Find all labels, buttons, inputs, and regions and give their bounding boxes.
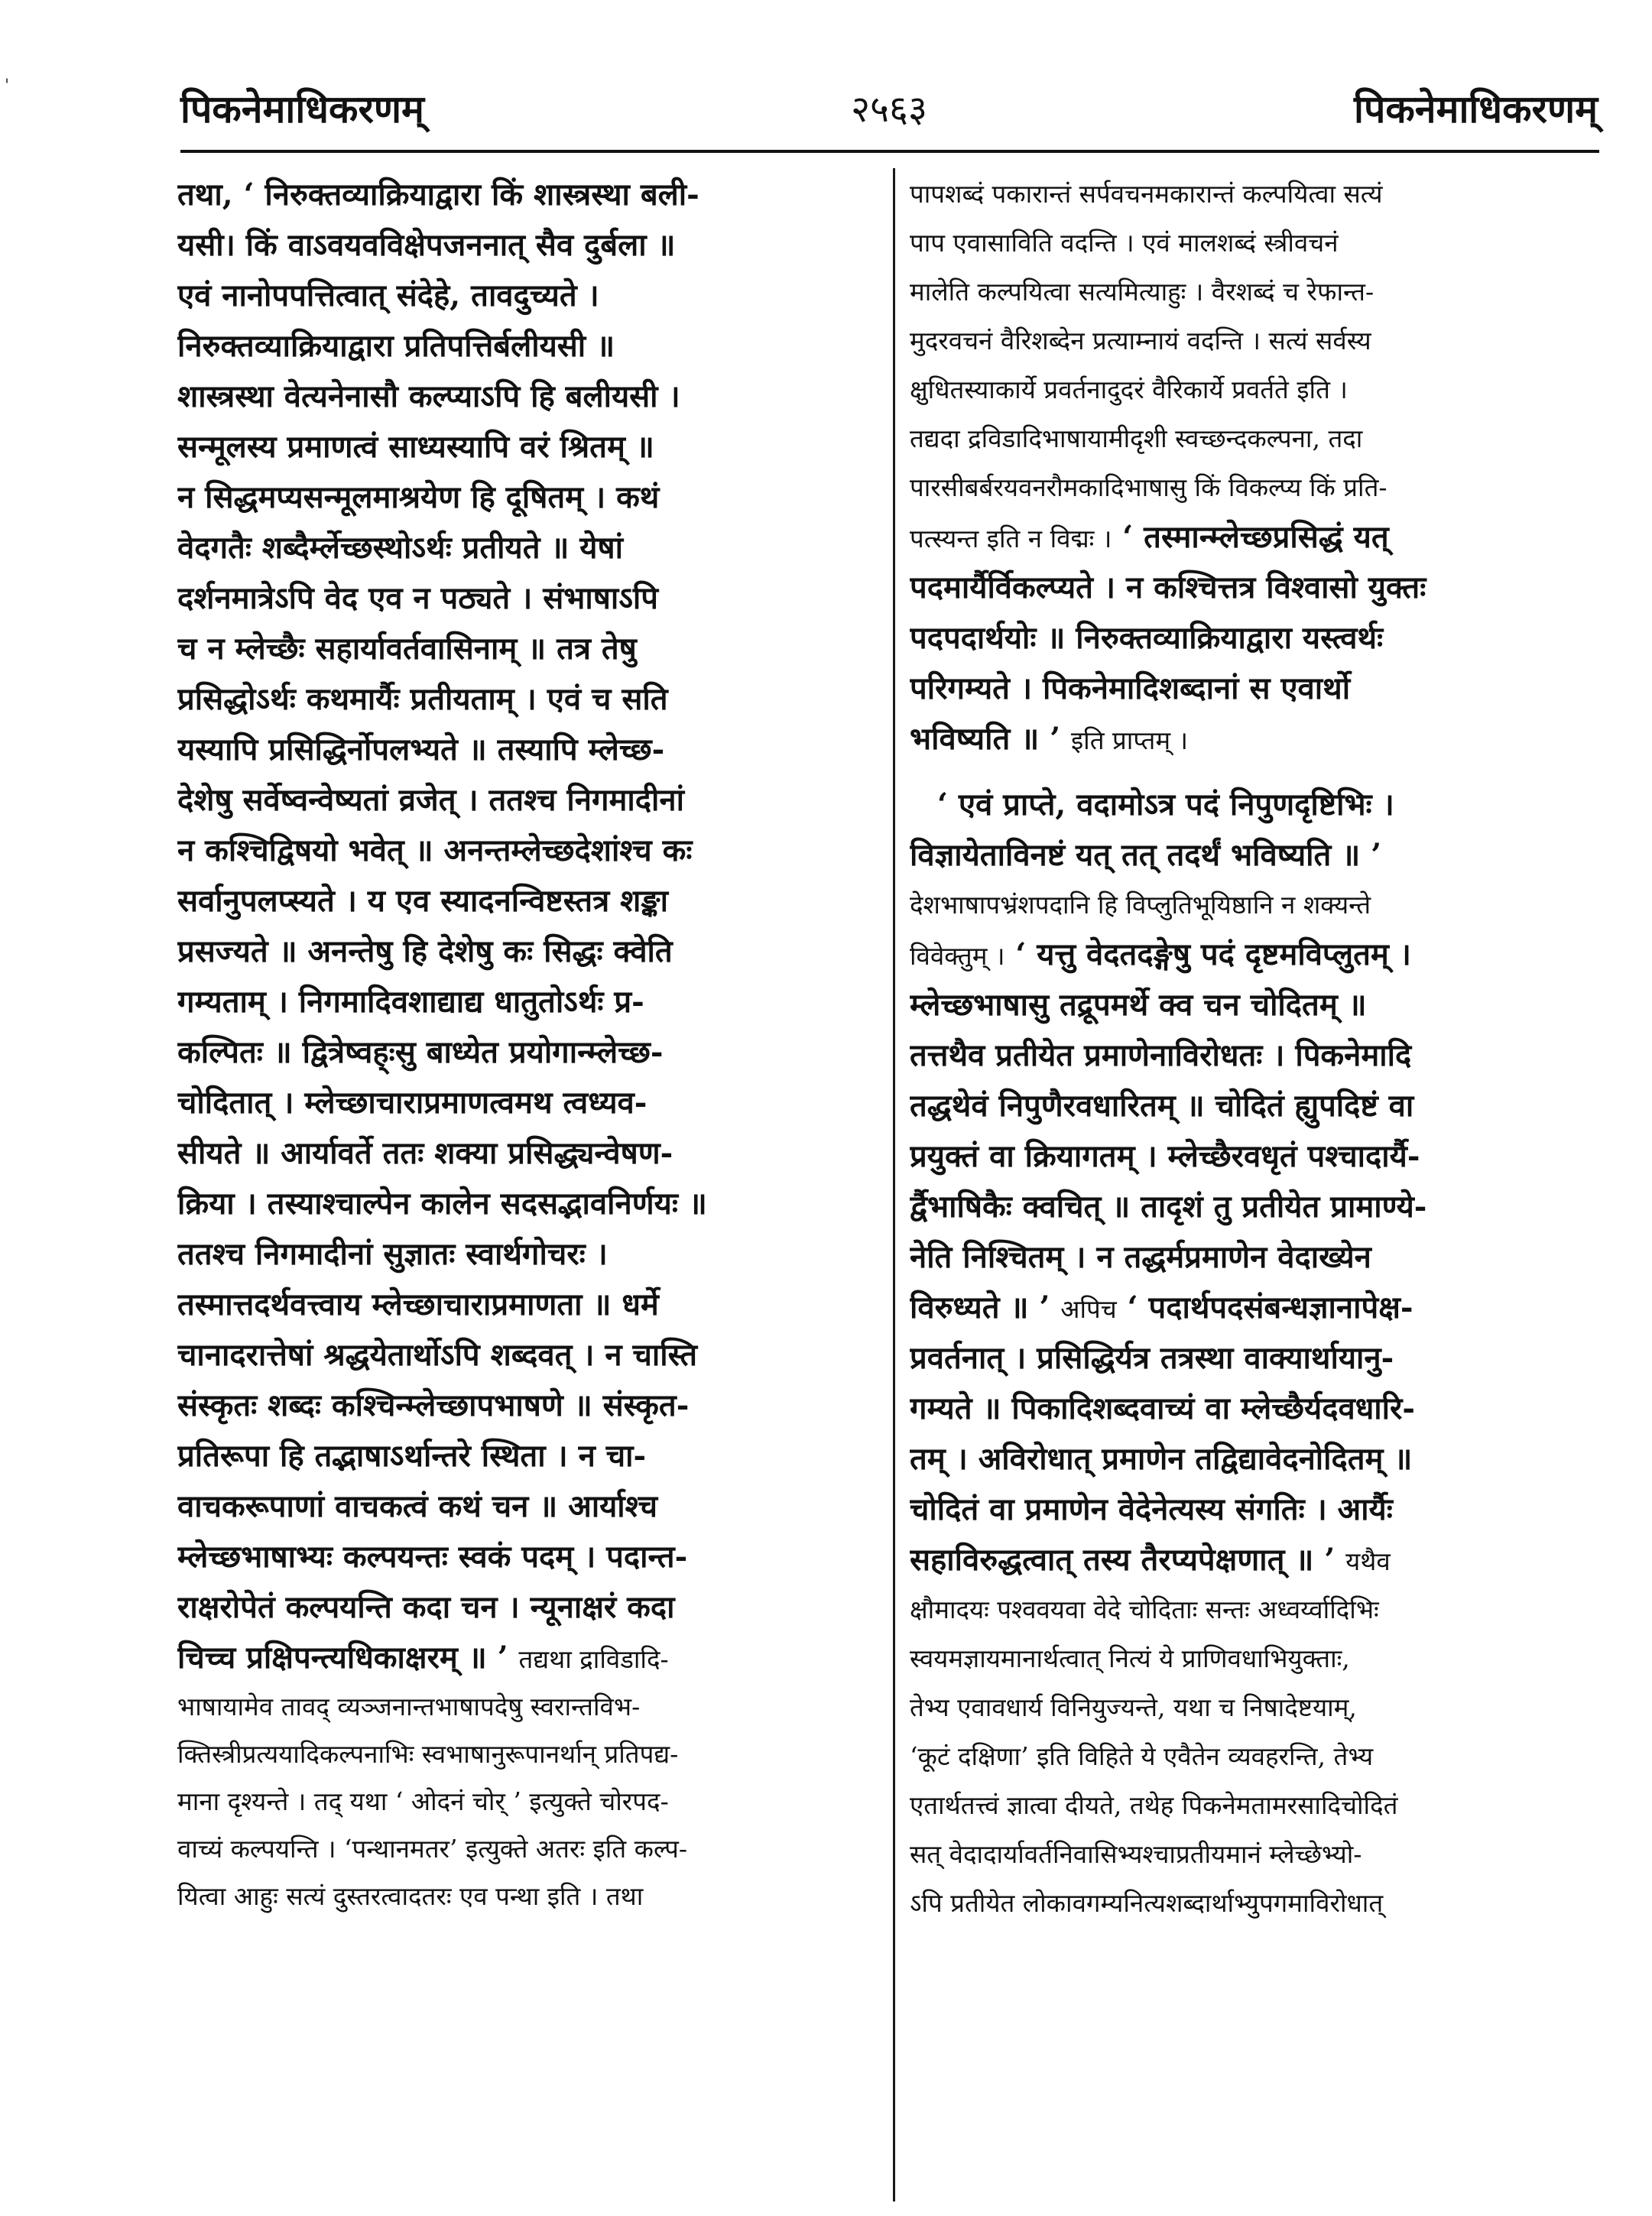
commentary-line: पापशब्दं पकारान्तं सर्पवचनमकारान्तं कल्पयित्वा सत्यं — [910, 179, 1383, 209]
commentary-text: तद्यथा द्राविडादि- — [518, 1644, 669, 1674]
commentary-text: पत्स्यन्त इति न विद्मः । — [910, 524, 1112, 553]
text-line: वाचकरूपाणां वाचकत्वं कथं चन ॥ आर्याश्च — [177, 1488, 658, 1524]
verse-text: भविष्यति ॥ ’ — [910, 721, 1061, 757]
text-line: नेति निश्चितम् । न तद्धर्मप्रमाणेन वेदाख्येन — [910, 1239, 1371, 1275]
text-line-mixed — [910, 1535, 1598, 1585]
text-line: पदपदार्थयोः ॥ निरुक्तव्याक्रियाद्वारा यस्त्वर्थः — [910, 620, 1384, 656]
text-line: च न म्लेच्छैः सहार्यावर्तवासिनाम् ॥ तत्र तेषु — [177, 631, 637, 667]
verse-text: विरुध्यते ॥ ’ — [910, 1290, 1050, 1325]
commentary-line: ‘कूटं दक्षिणा’ इति विहिते ये एवैतेन व्यवहरन्ति, तेभ्य — [910, 1741, 1374, 1771]
paragraph-gap — [910, 764, 1598, 780]
text-line: प्रतिरूपा हि तद्भाषाऽर्थान्तरे स्थिता । न चा- — [177, 1438, 647, 1474]
text-line: तम् । अविरोधात् प्रमाणेन तद्विद्यावेदनोदितम् ॥ — [910, 1441, 1413, 1477]
text-line: संस्कृतः शब्दः कश्चिन्म्लेच्छापभाषणे ॥ संस्कृत- — [177, 1387, 690, 1423]
text-line-mixed — [910, 714, 1598, 764]
text-line: तस्मात्तदर्थवत्त्वाय म्लेच्छाचाराप्रमाणता ॥ धर्मे — [177, 1286, 659, 1322]
running-head-right: पिकनेमाधिकरणम् — [1354, 86, 1598, 131]
text-line: प्रसिद्धोऽर्थः कथमार्यैः प्रतीयताम् । एवं च सति — [177, 681, 668, 717]
commentary-line: पारसीबर्बरयवनरौमकादिभाषासु किं विकल्प्य किं प्रति- — [910, 472, 1387, 502]
text-line: र्द्वैभाषिकैः क्वचित् ॥ तादृशं तु प्रतीयेत प्रामाण्ये- — [910, 1189, 1427, 1225]
commentary-line: मुदरवचनं वैरिशब्देन प्रत्याम्नायं वदन्ति । सत्यं सर्वस्य — [910, 326, 1371, 355]
page-number: २५६३ — [851, 88, 927, 131]
text-line: वेदगतैः शब्दैर्म्लेच्छस्थोऽर्थः प्रतीयते ॥ येषां — [177, 530, 623, 566]
text-line: तद्धथेवं निपुणैरवधारितम् ॥ चोदितं ह्युपदिष्टं वा — [910, 1088, 1414, 1124]
right-column — [910, 170, 1598, 2203]
text-line: यस्यापि प्रसिद्धिर्नोपलभ्यते ॥ तस्यापि म्लेच्छ- — [177, 732, 665, 767]
commentary-line: क्षुधितस्याकार्ये प्रवर्तनादुदरं वैरिकार्ये प्रवर्तते इति । — [910, 375, 1348, 404]
commentary-line: वाच्यं कल्पयन्ति । ‘पन्थानमतर’ इत्युक्ते अतरः इति कल्प- — [177, 1834, 688, 1864]
text-line: परिगम्यते । पिकनेमादिशब्दानां स एवार्थो — [910, 670, 1351, 706]
commentary-line: यित्वा आहुः सत्यं दुस्तरत्वादतरः एव पन्था इति । तथा — [177, 1881, 644, 1911]
text-line: न सिद्धमप्यसन्मूलमाश्रयेण हि दूषितम् । कथं — [177, 479, 660, 515]
commentary-text: अपिच — [1060, 1294, 1117, 1324]
commentary-text: विवेक्तुम् । — [910, 941, 1005, 971]
text-line: चोदितं वा प्रमाणेन वेदेनेत्यस्य संगतिः । आर्यैः — [910, 1491, 1393, 1527]
text-line: एवं नानोपपत्तित्वात् संदेहे, तावदुच्यते । — [177, 277, 599, 313]
text-line: प्रसज्यते ॥ अनन्तेषु हि देशेषु कः सिद्धः क्वेति — [177, 933, 673, 969]
commentary-line: एतार्थतत्त्वं ज्ञात्वा दीयते, तथेह पिकनेमतामरसादिचोदितं — [910, 1790, 1398, 1820]
text-line: देशेषु सर्वेष्वन्वेष्यतां व्रजेत् । ततश्च निगमादीनां — [177, 782, 684, 818]
left-column — [177, 170, 879, 2203]
commentary-line: मालेति कल्पयित्वा सत्यमित्याहुः । वैरशब्दं च रेफान्त- — [910, 277, 1375, 307]
header-rule — [180, 150, 1599, 153]
text-line: यसी। किं वाऽवयवविक्षेपजननात् सैव दुर्बला ॥ — [177, 227, 676, 263]
text-line-mixed — [910, 930, 1598, 980]
text-line-mixed — [910, 1283, 1598, 1333]
verse-text: चिच्च प्रक्षिपन्त्यधिकाक्षरम् ॥ ’ — [177, 1640, 508, 1676]
text-line: तथा, ‘ निरुक्तव्याक्रियाद्वारा किं शास्त्रस्था बली- — [177, 177, 699, 213]
text-line: म्लेच्छभाषासु तद्रूपमर्थे क्व चन चोदितम् ॥ — [910, 987, 1367, 1023]
commentary-line: देशभाषापभ्रंशपदानि हि विप्लुतिभूयिष्ठानि न शक्यन्ते — [910, 890, 1371, 920]
text-line: कल्पितः ॥ द्वित्रेष्वह्ःसु बाध्येत प्रयोगान्म्लेच्छ- — [177, 1034, 664, 1070]
commentary-line: ऽपि प्रतीयेत लोकावगम्यनित्यशब्दार्थाभ्युपगमाविरोधात् — [910, 1888, 1384, 1918]
text-line: तत्तथैव प्रतीयेत प्रमाणेनाविरोधतः । पिकनेमादि — [910, 1037, 1412, 1073]
text-line: ततश्च निगमादीनां सुज्ञातः स्वार्थगोचरः । — [177, 1236, 608, 1272]
commentary-line: स्वयमज्ञायमानार्थत्वात् नित्यं ये प्राणिवधाभियुक्ताः, — [910, 1643, 1350, 1673]
commentary-line: भाषायामेव तावद् व्यञ्जनान्तभाषापदेषु स्वरान्तविभ- — [177, 1692, 641, 1721]
text-line-mixed — [910, 512, 1598, 563]
commentary-line: क्तिस्त्रीप्रत्ययादिकल्पनाभिः स्वभाषानुरूपानर्थान् प्रतिपद्य- — [177, 1739, 679, 1769]
verse-text: ‘ तस्मान्म्लेच्छप्रसिद्धं यत् — [1122, 519, 1389, 555]
text-line: प्रवर्तनात् । प्रसिद्धिर्यत्र तत्रस्था वाक्यार्थायानु- — [910, 1340, 1394, 1376]
commentary-line: तेभ्य एवावधार्य विनियुज्यन्ते, यथा च निषादेष्टयाम्, — [910, 1692, 1357, 1722]
verse-text: ‘ यत्तु वेदतदङ्गेषु पदं दृष्टमविप्लुतम् । — [1015, 936, 1411, 972]
column-divider — [893, 168, 895, 2201]
commentary-line: पाप एवासाविति वदन्ति । एवं मालशब्दं स्त्रीवचनं — [910, 228, 1339, 258]
text-line: म्लेच्छभाषाभ्यः कल्पयन्तः स्वकं पदम् । पदान्त- — [177, 1539, 688, 1575]
text-line: शास्त्रस्था वेत्यनेनासौ कल्प्याऽपि हि बलीयसी । — [177, 378, 680, 414]
text-line: निरुक्तव्याक्रियाद्वारा प्रतिपत्तिर्बलीयसी ॥ — [177, 328, 615, 364]
text-line: चानादरात्तेषां श्रद्धयेतार्थोऽपि शब्दवत् । न चास्ति — [177, 1337, 697, 1373]
page-header — [180, 73, 1598, 142]
running-head-left: पिकनेमाधिकरणम् — [180, 86, 424, 131]
commentary-line: माना दृश्यन्ते । तद् यथा ‘ ओदनं चोर् ’ इत्युक्ते चोरपद- — [177, 1786, 669, 1816]
text-line: प्रयुक्तं वा क्रियागतम् । म्लेच्छैरवधृतं पश्चादार्यै- — [910, 1138, 1420, 1174]
text-line: पदमार्यैर्विकल्प्यते । न कश्चित्तत्र विश्वासो युक्तः — [910, 569, 1426, 605]
verse-text: सहाविरुद्धत्वात् तस्य तैरप्यपेक्षणात् ॥ ’ — [910, 1542, 1336, 1578]
verse-text: ‘ पदार्थपदसंबन्धज्ञानापेक्ष- — [1127, 1290, 1413, 1325]
margin-mark: ' — [5, 76, 10, 96]
commentary-line: सत् वेदादार्यावर्तनिवासिभ्यश्चाप्रतीयमानं म्लेच्छेभ्यो- — [910, 1839, 1362, 1869]
text-line: गम्यते ॥ पिकादिशब्दवाच्यं वा म्लेच्छैर्यदवधारि- — [910, 1390, 1415, 1426]
text-line: सर्वानुपलप्स्यते । य एव स्यादनन्विष्टस्तत्र शङ्का — [177, 883, 668, 919]
text-line: विज्ञायेताविनष्टं यत् तत् तदर्थं भविष्यति ॥ ’ — [910, 837, 1382, 873]
text-line: सीयते ॥ आर्यावर्ते ततः शक्या प्रसिद्ध्यन्वेषण- — [177, 1135, 673, 1171]
text-line: गम्यताम् । निगमादिवशाद्याद्य धातुतोऽर्थः प्र- — [177, 984, 644, 1020]
text-line: दर्शनमात्रेऽपि वेद एव न पठ्यते । संभाषाऽपि — [177, 580, 658, 616]
text-line-mixed — [177, 1633, 879, 1683]
text-line: न कश्चिद्विषयो भवेत् ॥ अनन्तम्लेच्छदेशांश्च कः — [177, 832, 693, 868]
text-line: ‘ एवं प्राप्ते, वदामोऽत्र पदं निपुणदृष्टिभिः । — [937, 787, 1394, 822]
commentary-text: इति प्राप्तम् । — [1070, 725, 1189, 755]
text-line: चोदितात् । म्लेच्छाचाराप्रमाणत्वमथ त्वध्यव- — [177, 1085, 647, 1121]
commentary-line: क्षौमादयः पश्ववयवा वेदे चोदिताः सन्तः अध्वर्य्वादिभिः — [910, 1595, 1379, 1624]
text-line: राक्षरोपेतं कल्पयन्ति कदा चन । न्यूनाक्षरं कदा — [177, 1589, 675, 1625]
text-line: क्रिया । तस्याश्चाल्पेन कालेन सदसद्भावनिर्णयः ॥ — [177, 1186, 707, 1222]
commentary-line: तद्यदा द्रविडादिभाषायामीदृशी स्वच्छन्दकल्पना, तदा — [910, 423, 1363, 453]
text-line: सन्मूलस्य प्रमाणत्वं साध्यस्यापि वरं श्रितम् ॥ — [177, 429, 654, 465]
commentary-text: यथैव — [1345, 1546, 1391, 1576]
